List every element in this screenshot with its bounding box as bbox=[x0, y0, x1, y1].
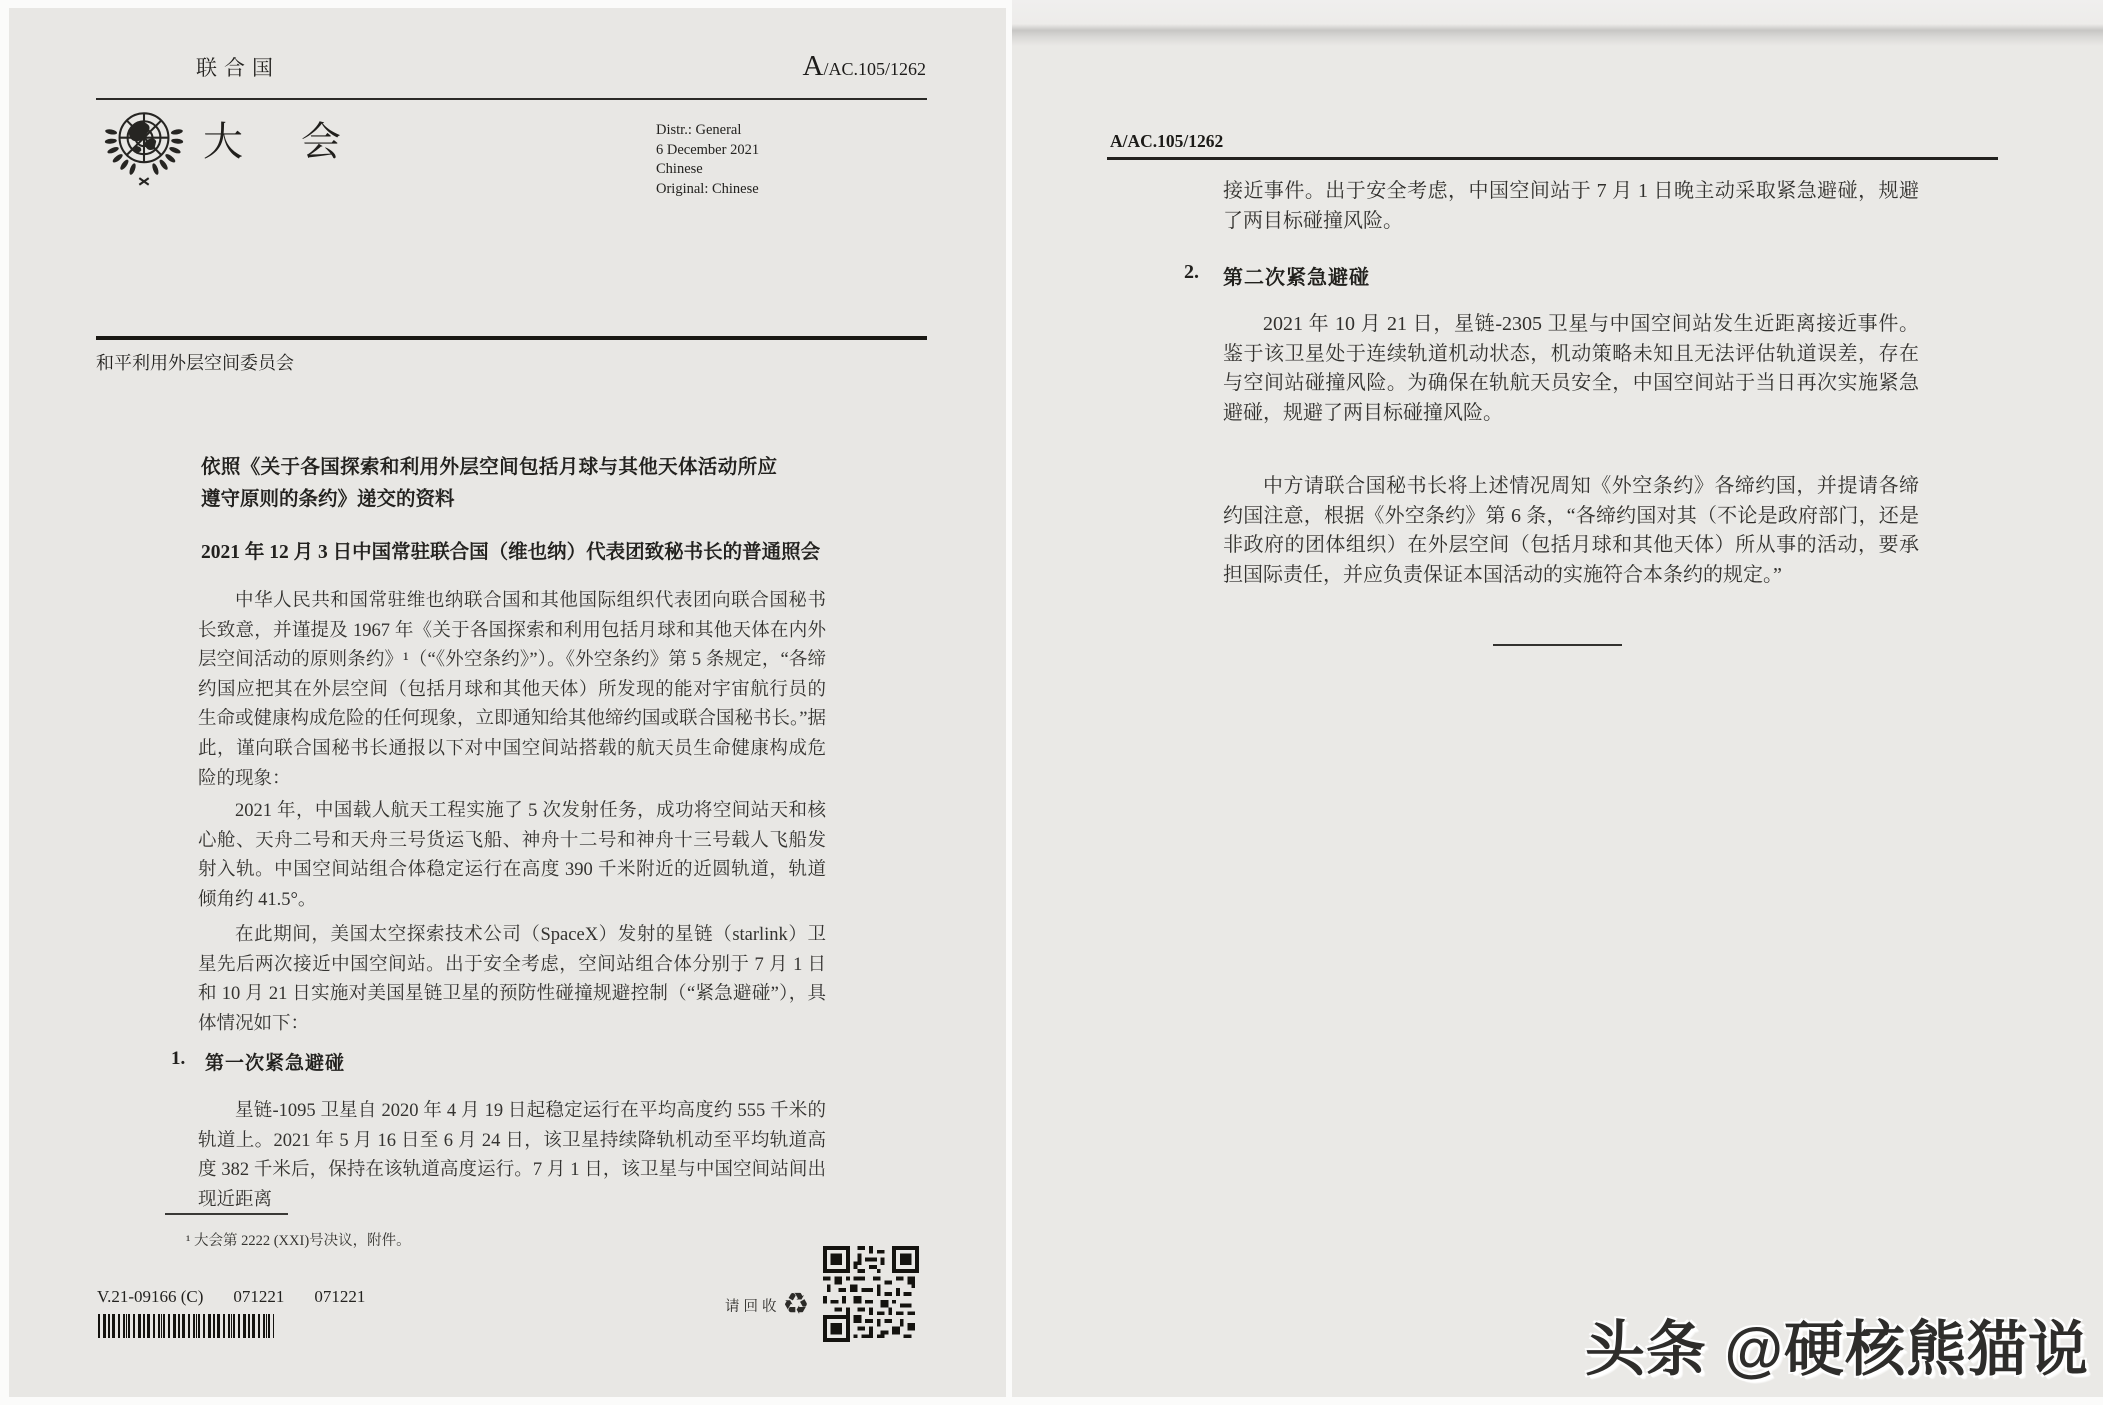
paragraph: 2021 年，中国载人航天工程实施了 5 次发射任务，成功将空间站天和核心舱、天舟二号和天舟三号货运飞船、神舟十二号和神舟十三号载人飞船发射入轨。中国空间站组合体稳定运行在高度 390 千米附近的近圆轨道，轨道倾角约 41.5°。 bbox=[198, 801, 826, 910]
watermark-text: 头条 @硬核熊猫说 bbox=[1584, 1316, 2089, 1383]
end-of-document-rule bbox=[1493, 644, 1622, 646]
page-edge-shadow bbox=[1012, 0, 2103, 46]
paragraph: 中华人民共和国常驻维也纳联合国和其他国际组织代表团向联合国秘书长致意，并谨提及 1967 年《关于各国探索和利用包括月球和其他天体在内外层空间活动的原则条约》¹（“《外空条约》”）。《外空条约》第 5 条规定，“各缔约国应把其在外层空间（包括月球和其他天体）所发现的能对宇宙航行员的生命或健康构成危险的任何现象，立即通知给其他缔约国或联合国秘书长。”据此，谨向联合国秘书长通报以下对中国空间站搭载的航天员生命健康构成危险的现象： bbox=[198, 591, 826, 789]
distr-line: Chinese bbox=[656, 161, 703, 177]
committee-name: 和平利用外层空间委员会 bbox=[96, 353, 294, 373]
job-number: V.21-09166 (C) bbox=[97, 1287, 204, 1306]
section-2-heading: 第二次紧急避碰 bbox=[1223, 267, 1370, 289]
document-symbol-prefix: A bbox=[802, 50, 824, 82]
footnote-rule bbox=[165, 1213, 288, 1215]
document-page-left bbox=[9, 8, 1006, 1397]
recycle-icon: ♻ bbox=[782, 1287, 810, 1322]
qr-code-icon bbox=[823, 1246, 919, 1342]
date-code: 071221 bbox=[314, 1287, 366, 1306]
document-symbol-rest: /AC.105/1262 bbox=[823, 59, 926, 79]
section-1-heading: 第一次紧急避碰 bbox=[205, 1053, 346, 1074]
document-id-line bbox=[97, 1287, 365, 1307]
recycle-notice bbox=[725, 1287, 810, 1322]
document-title: 依照《关于各国探索和利用外层空间包括月球与其他天体活动所应遵守原则的条约》递交的资料 bbox=[201, 457, 777, 510]
recycle-label: 请回收 bbox=[725, 1298, 781, 1315]
document-page-right bbox=[1012, 0, 2103, 1397]
barcode-icon bbox=[98, 1314, 274, 1338]
section-divider-rule bbox=[96, 336, 927, 340]
section-2-number: 2. bbox=[1184, 261, 1199, 283]
paragraph-continued: 接近事件。出于安全考虑，中国空间站于 7 月 1 日晚主动采取紧急避碰，规避了两目标碰撞风险。 bbox=[1223, 180, 1919, 232]
paragraph: 星链-1095 卫星自 2020 年 4 月 19 日起稳定运行在平均高度约 555 千米的轨道上。2021 年 5 月 16 日至 6 月 24 日，该卫星持续降轨机动至平均轨道高度 382 千米后，保持在该轨道高度运行。7 月 1 日，该卫星与中国空间站间出现近距离 bbox=[198, 1101, 826, 1210]
footnote: ¹ 大会第 2222 (XXI)号决议，附件。 bbox=[186, 1233, 411, 1249]
distr-line: 6 December 2021 bbox=[656, 141, 760, 158]
running-header-rule bbox=[1107, 157, 1998, 160]
un-emblem-icon bbox=[97, 102, 191, 196]
document-subtitle: 2021 年 12 月 3 日中国常驻联合国（维也纳）代表团致秘书长的普通照会 bbox=[201, 542, 821, 563]
header-rule bbox=[96, 98, 927, 100]
running-header-symbol: A/AC.105/1262 bbox=[1110, 131, 1224, 151]
general-assembly-label: 大 会 bbox=[203, 119, 365, 164]
distribution-block bbox=[656, 121, 759, 199]
paragraph: 在此期间，美国太空探索技术公司（SpaceX）发射的星链（starlink）卫星先后两次接近中国空间站。出于安全考虑，空间站组合体分别于 7 月 1 日和 10 月 21 日实施对美国星链卫星的预防性碰撞规避控制（“紧急避碰”），具体情况如下： bbox=[198, 925, 826, 1034]
distr-line: Distr.: General bbox=[656, 122, 742, 138]
paragraph: 2021 年 10 月 21 日，星链-2305 卫星与中国空间站发生近距离接近事件。鉴于该卫星处于连续轨道机动状态，机动策略未知且无法评估轨道误差，存在与空间站碰撞风险。为确保在轨航天员安全，中国空间站于当日再次实施紧急避碰，规避了两目标碰撞风险。 bbox=[1223, 313, 1919, 424]
paragraph: 中方请联合国秘书长将上述情况周知《外空条约》各缔约国，并提请各缔约国注意，根据《外空条约》第 6 条，“各缔约国对其（不论是政府部门，还是非政府的团体组织）在外层空间（包括月球和其他天体）所从事的活动，要承担国际责任，并应负责保证本国活动的实施符合本条约的规定。” bbox=[1223, 475, 1919, 586]
distr-line: Original: Chinese bbox=[656, 180, 759, 197]
un-org-label: 联合国 bbox=[196, 56, 280, 80]
document-symbol bbox=[803, 50, 926, 83]
section-1-number: 1. bbox=[171, 1048, 186, 1069]
date-code: 071221 bbox=[233, 1287, 285, 1306]
